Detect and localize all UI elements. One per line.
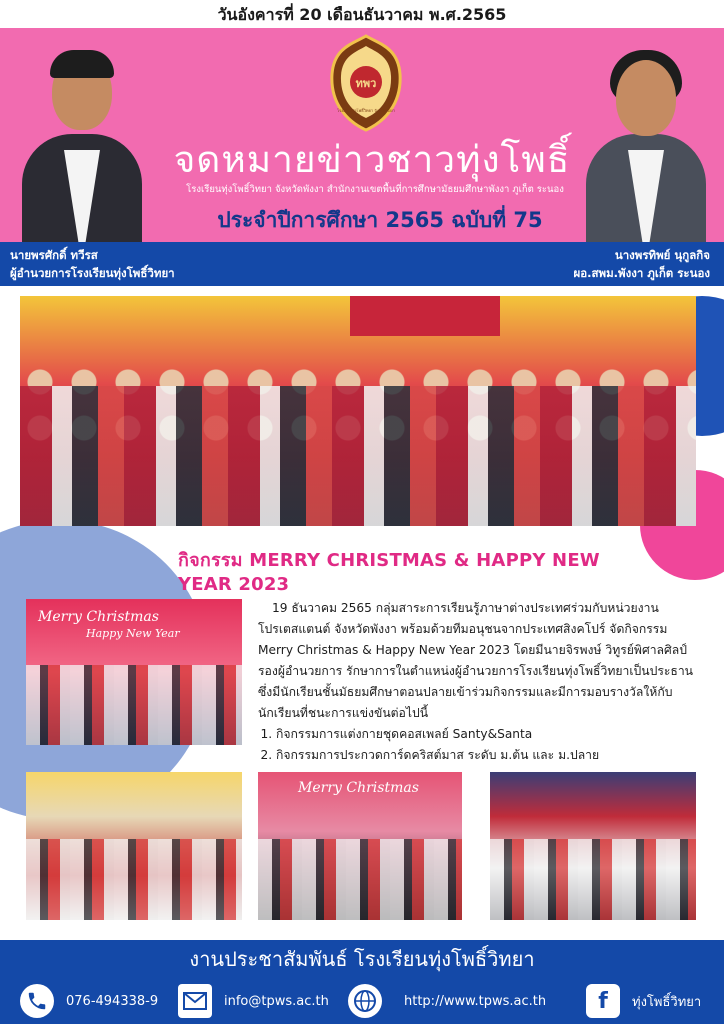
- group-photo: [20, 296, 696, 526]
- right-person-caption: [573, 246, 710, 282]
- phone-contact[interactable]: [20, 984, 158, 1018]
- email-contact[interactable]: [178, 984, 329, 1018]
- website-contact[interactable]: [348, 984, 546, 1018]
- right-person-name: นางพรทิพย์ นุกูลกิจ: [614, 248, 710, 262]
- award-list-item: 2. กิจกรรมการประกวดการ์ดคริสต์มาส ระดับ ม.ต้น และ ม.ปลาย: [276, 745, 698, 766]
- facebook-icon: f: [586, 984, 620, 1018]
- email-icon: [178, 984, 212, 1018]
- facebook-contact[interactable]: [586, 984, 701, 1018]
- facebook-name: ทุ่งโพธิ์วิทยา: [632, 994, 702, 1010]
- footer-title: งานประชาสัมพันธ์ โรงเรียนทุ่งโพธิ์วิทยา: [0, 940, 724, 978]
- director-photo: [12, 46, 152, 242]
- award-photo: [26, 599, 242, 745]
- photo-merry-text: Merry Christmas: [38, 609, 159, 625]
- globe-icon: [348, 984, 382, 1018]
- article-paragraph: 19 ธันวาคม 2565 กลุ่มสาระการเรียนรู้ภาษาต่างประเทศร่วมกับหน่วยงานโปรเตสแตนต์ จังหวัดพังงา พร้อมด้วยทีมอนุชนจากประเทศสิงคโปร์ จัดกิจกรรม Merry Christmas & Happy New Year 2023 โดยมีนายจิรพงษ์ วิทูรย์พิศาลศิลป์ รองผู้อำนวยการ รักษาการในตำแหน่งผู้อำนวยการโรงเรียนทุ่งโพธิ์วิทยาเป็นประธานซึ่งมีนักเรียนชั้นมัธยมศึกษาตอนปลายเข้าร่วมกิจกรรมและมีการมอบรางวัลให้กับนักเรียนที่ชนะการแข่งขันต่อไปนี้: [258, 601, 694, 720]
- left-person-name: นายพรศักดิ์ ทวีรส: [10, 248, 98, 262]
- audience-photo: [490, 772, 696, 920]
- website-url: http://www.tpws.ac.th: [404, 993, 547, 1009]
- stage-merry-text: Merry Christmas: [298, 780, 419, 796]
- phone-number: 076-494338-9: [66, 993, 159, 1009]
- header-banner: [0, 28, 724, 242]
- award-list: [276, 724, 698, 766]
- newsletter-title: จดหมายข่าวชาวทุ่งโพธิ์: [173, 138, 571, 181]
- award-list-item: 1. กิจกรรมการแต่งกายชุดคอสเพลย์ Santy&Santa: [276, 724, 698, 745]
- contact-bar: [0, 978, 724, 1024]
- school-logo: [328, 34, 404, 132]
- date-line: วันอังคารที่ 20 เดือนธันวาคม พ.ศ.2565: [0, 0, 724, 28]
- left-person-caption: [10, 246, 175, 282]
- right-person-position: ผอ.สพม.พังงา ภูเก็ต ระนอง: [573, 266, 710, 280]
- email-address: info@tpws.ac.th: [224, 993, 329, 1009]
- stage-photo: [258, 772, 462, 920]
- names-bar: [0, 242, 724, 286]
- article-body: [258, 598, 698, 766]
- section-title: กิจกรรม MERRY CHRISTMAS & HAPPY NEW YEAR 2023: [178, 550, 600, 595]
- school-affiliation: โรงเรียนทุ่งโพธิ์วิทยา จังหวัดพังงา สำนักงานเขตพื้นที่การศึกษามัธยมศึกษาพังงา ภูเก็ต ระนอง: [186, 184, 564, 195]
- logo-caption: โรงเรียนทุ่งโพธิ์วิทยา จังหวัดพังงา: [337, 108, 395, 113]
- phone-icon: [20, 984, 54, 1018]
- director-general-photo: [576, 46, 716, 242]
- photo-happy-text: Happy New Year: [86, 627, 180, 640]
- logo-text: ทพว: [355, 77, 377, 90]
- issue-number: ประจำปีการศึกษา 2565 ฉบับที่ 75: [217, 208, 543, 232]
- hall-photo: [26, 772, 242, 920]
- left-person-position: ผู้อำนวยการโรงเรียนทุ่งโพธิ์วิทยา: [10, 266, 175, 280]
